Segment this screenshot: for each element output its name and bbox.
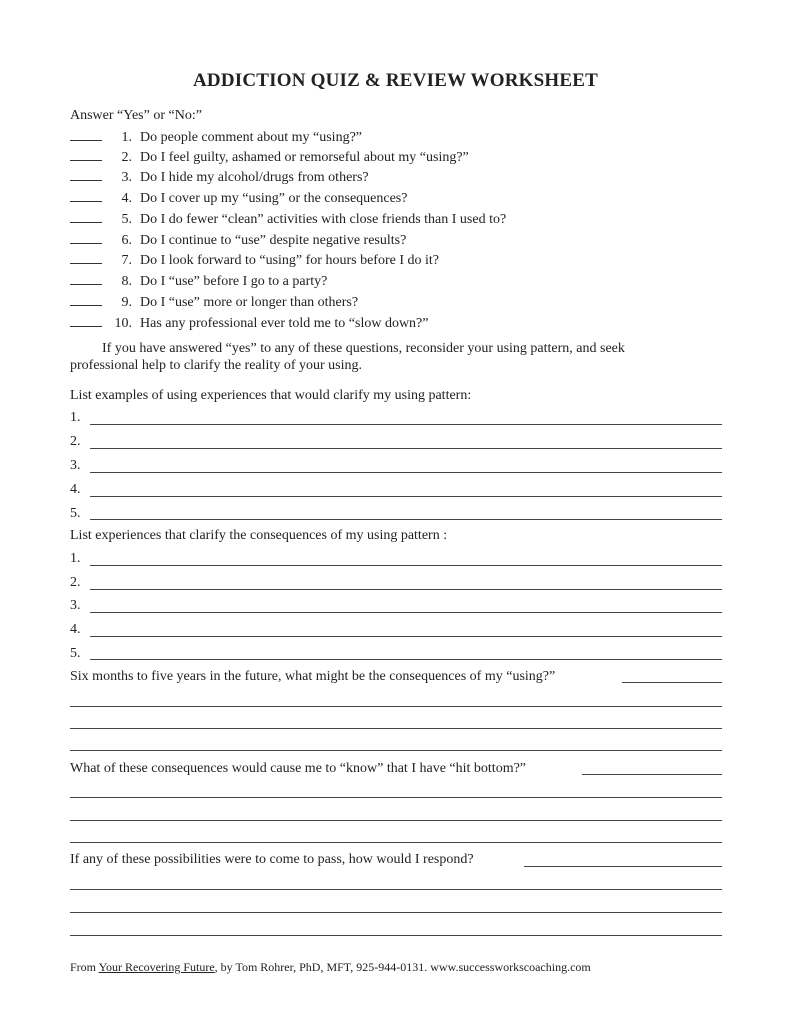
answer-line[interactable] — [70, 935, 722, 936]
answer-line[interactable] — [70, 842, 722, 843]
question-text: Do I “use” before I go to a party? — [140, 274, 328, 289]
section-heading: List experiences that clarify the consequences of my using pattern : — [70, 528, 448, 543]
book-title-link[interactable]: Your Recovering Future — [98, 960, 215, 974]
question-item — [70, 272, 327, 288]
answer-line[interactable] — [70, 797, 722, 798]
answer-line[interactable] — [90, 589, 722, 590]
answer-line[interactable] — [90, 659, 722, 660]
answer-line[interactable] — [90, 472, 722, 473]
answer-blank[interactable] — [70, 293, 102, 306]
question-item — [70, 293, 358, 309]
question-text: Do I “use” more or longer than others? — [140, 295, 359, 310]
advice-text: If you have answered “yes” to any of these questions, reconsider your using pattern, and seek — [102, 341, 625, 356]
answer-line[interactable] — [90, 424, 722, 425]
question-item — [70, 128, 362, 144]
question-text: Do I continue to “use” despite negative results? — [140, 233, 407, 248]
answer-line[interactable] — [70, 889, 722, 890]
list-number: 3. — [70, 598, 81, 613]
question-number: 8. — [121, 274, 132, 289]
list-number: 4. — [70, 482, 81, 497]
list-number: 1. — [70, 410, 81, 425]
question-number: 3. — [121, 170, 132, 185]
question-item — [70, 231, 406, 247]
answer-blank[interactable] — [70, 231, 102, 244]
answer-line[interactable] — [582, 774, 722, 775]
question-number: 6. — [121, 233, 132, 248]
list-number: 1. — [70, 551, 81, 566]
answer-line[interactable] — [70, 728, 722, 729]
question-item — [70, 210, 506, 226]
list-number: 5. — [70, 646, 81, 661]
list-number: 2. — [70, 434, 81, 449]
answer-blank[interactable] — [70, 168, 102, 181]
footer-credit — [70, 960, 591, 975]
answer-line[interactable] — [90, 448, 722, 449]
answer-line[interactable] — [90, 612, 722, 613]
question-item — [70, 148, 469, 164]
question-number: 9. — [121, 295, 132, 310]
answer-blank[interactable] — [70, 189, 102, 202]
answer-blank[interactable] — [70, 314, 102, 327]
question-number: 10. — [114, 316, 132, 331]
answer-line[interactable] — [70, 820, 722, 821]
question-number: 1. — [121, 130, 132, 145]
list-number: 3. — [70, 458, 81, 473]
answer-line[interactable] — [90, 496, 722, 497]
answer-blank[interactable] — [70, 210, 102, 223]
question-text: Do I hide my alcohol/drugs from others? — [140, 170, 369, 185]
answer-line[interactable] — [622, 682, 722, 683]
answer-blank[interactable] — [70, 128, 102, 141]
question-text: Do I look forward to “using” for hours before I do it? — [140, 253, 439, 268]
answer-blank[interactable] — [70, 148, 102, 161]
question-text: Do people comment about my “using?” — [140, 130, 362, 145]
advice-text: professional help to clarify the reality of your using. — [70, 358, 362, 373]
question-number: 4. — [121, 191, 132, 206]
question-text: Do I feel guilty, ashamed or remorseful about my “using?” — [140, 150, 469, 165]
page-title: ADDICTION QUIZ & REVIEW WORKSHEET — [193, 70, 598, 91]
question-number: 2. — [121, 150, 132, 165]
answer-line[interactable] — [70, 912, 722, 913]
question-number: 5. — [121, 212, 132, 227]
question-text: Do I do fewer “clean” activities with close friends than I used to? — [140, 212, 507, 227]
answer-line[interactable] — [90, 565, 722, 566]
list-number: 4. — [70, 622, 81, 637]
answer-line[interactable] — [90, 519, 722, 520]
answer-line[interactable] — [70, 750, 722, 751]
instructions: Answer “Yes” or “No:” — [70, 108, 202, 123]
footer-suffix: , by Tom Rohrer, PhD, MFT, 925-944-0131. www.successworkscoaching.com — [214, 960, 591, 974]
answer-line[interactable] — [524, 866, 722, 867]
question-item — [70, 314, 428, 330]
answer-blank[interactable] — [70, 251, 102, 264]
list-number: 5. — [70, 506, 81, 521]
question-prompt: If any of these possibilities were to come to pass, how would I respond? — [70, 852, 474, 867]
question-item — [70, 189, 407, 205]
answer-line[interactable] — [70, 706, 722, 707]
question-item — [70, 168, 369, 184]
footer-prefix: From — [70, 960, 99, 974]
question-number: 7. — [121, 253, 132, 268]
answer-blank[interactable] — [70, 272, 102, 285]
question-prompt: Six months to five years in the future, what might be the consequences of my “using?” — [70, 669, 556, 684]
question-text: Has any professional ever told me to “slow down?” — [140, 316, 429, 331]
question-item — [70, 251, 439, 267]
list-number: 2. — [70, 575, 81, 590]
question-prompt: What of these consequences would cause me to “know” that I have “hit bottom?” — [70, 761, 527, 776]
answer-line[interactable] — [90, 636, 722, 637]
section-heading: List examples of using experiences that would clarify my using pattern: — [70, 388, 472, 403]
question-text: Do I cover up my “using” or the consequences? — [140, 191, 408, 206]
